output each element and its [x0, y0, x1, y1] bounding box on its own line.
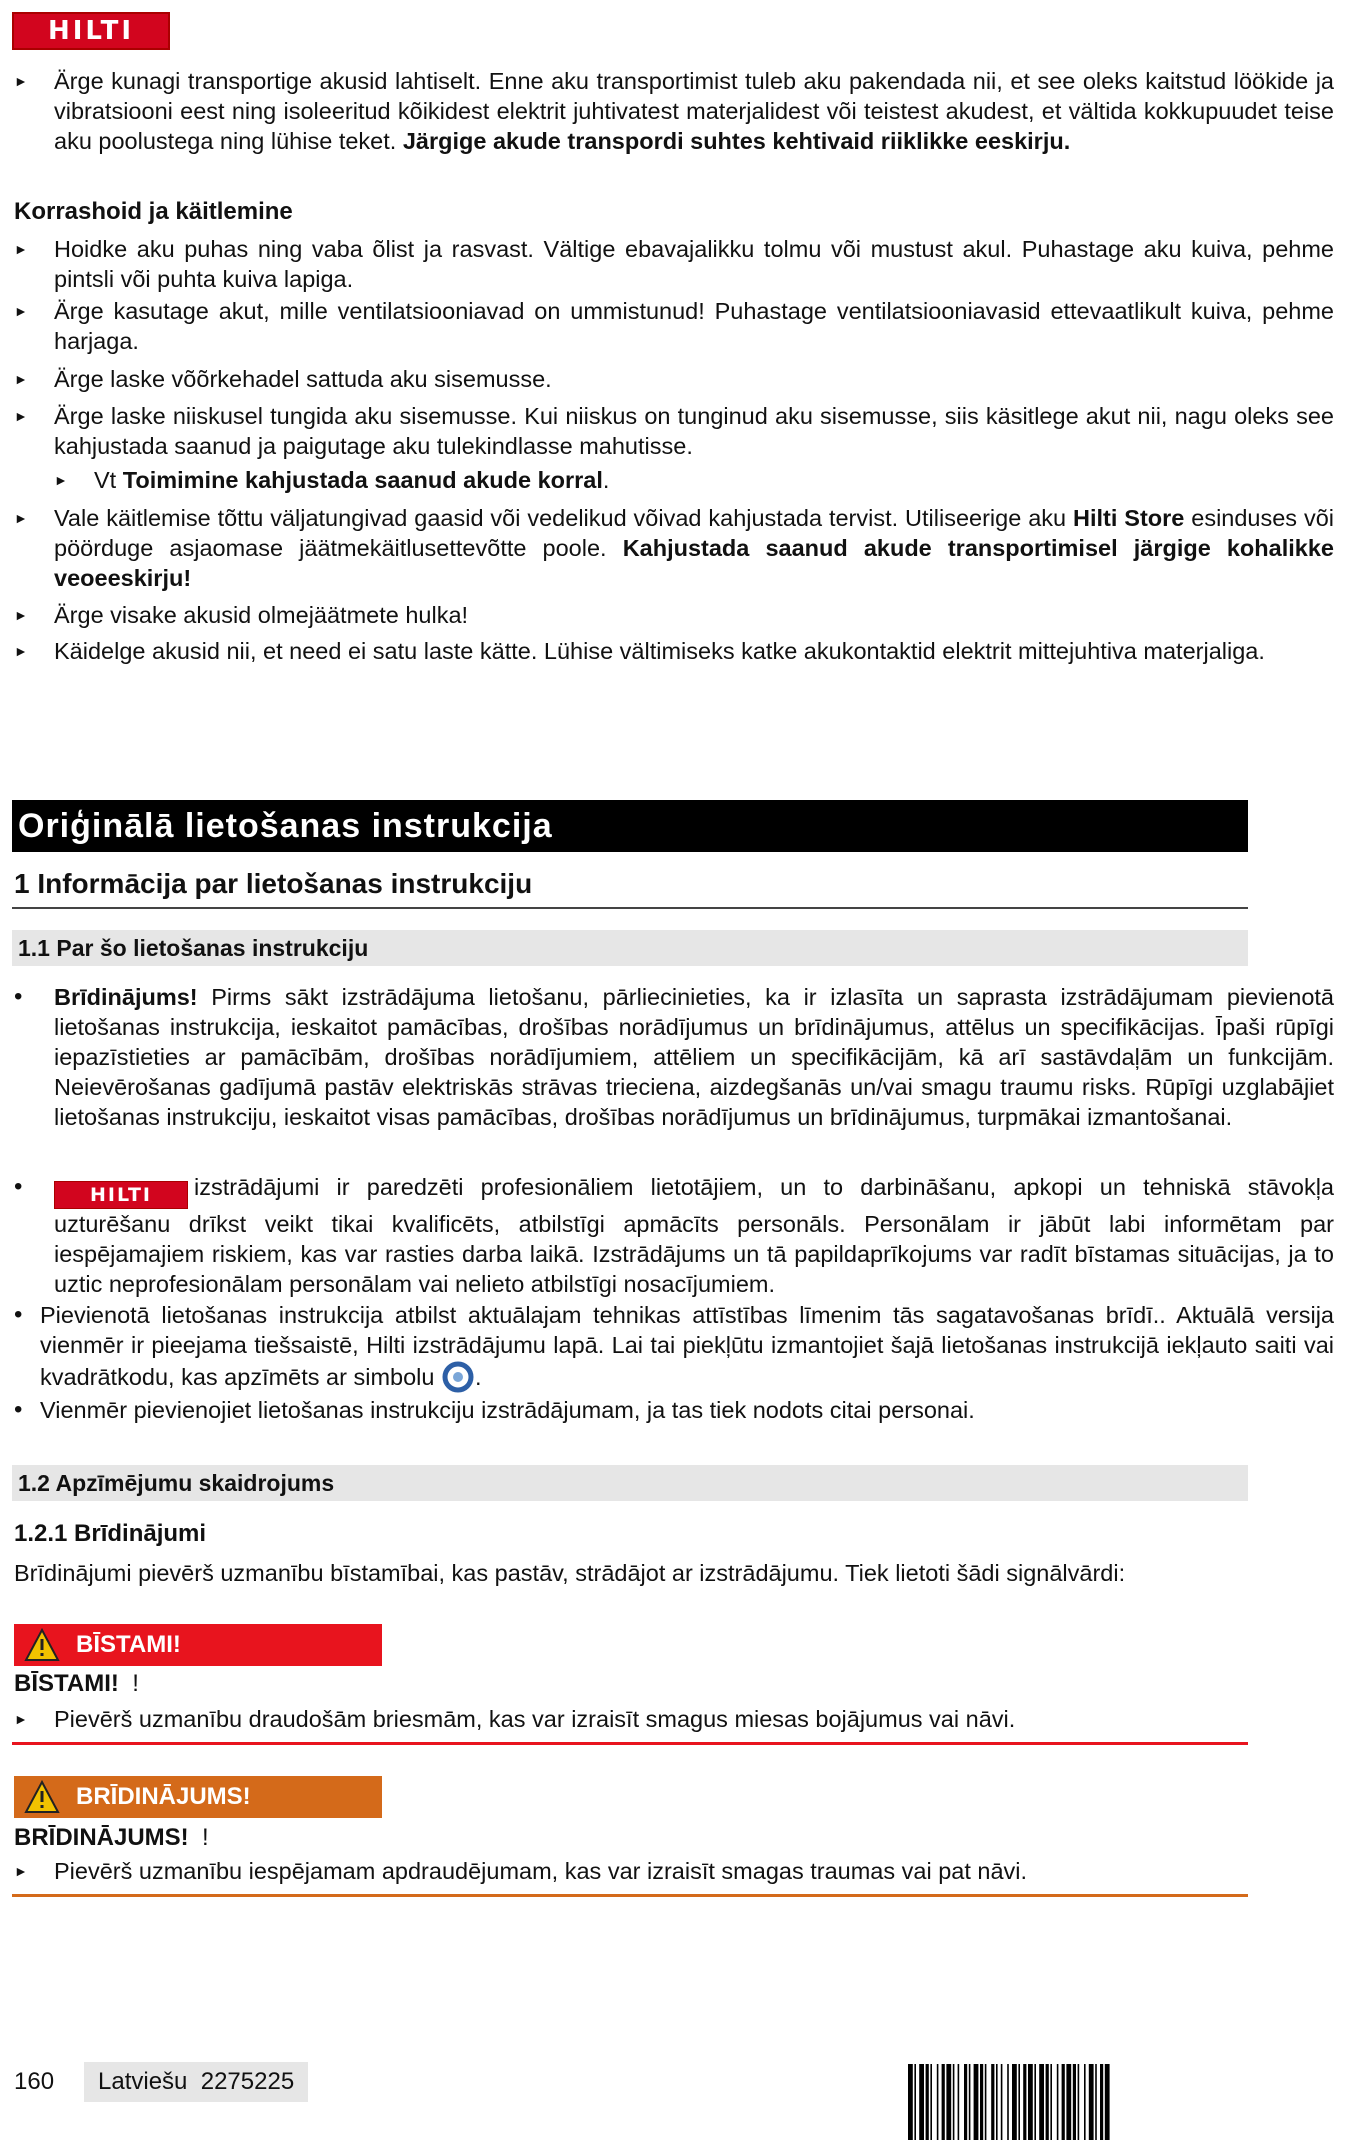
warning-text: Pievērš uzmanību iespējamam apdraudējumam, kas var izraisīt smagas traumas vai pat nāvi. — [54, 1858, 1028, 1884]
lv-heading-1-2-1: 1.2.1 Brīdinājumi — [14, 1520, 207, 1547]
lv-intro: Brīdinājumi pievērš uzmanību bīstamībai, kas pastāv, strādājot ar izstrādājumu. Tiek lietoti šādi signālvārdi: — [14, 1560, 1126, 1586]
bullet-arrow-icon: ► — [14, 408, 28, 424]
danger-signal-box — [14, 1624, 382, 1666]
et-section-title: Korrashoid ja käitlemine — [14, 198, 293, 225]
online-manual-icon — [441, 1360, 475, 1394]
footer-language: Latviešu — [98, 2068, 188, 2095]
lv-b4-text: Vienmēr pievienojiet lietošanas instrukciju izstrādājumam, ja tas tiek nodots citai personai. — [40, 1397, 975, 1423]
lv-b1-text: Pirms sākt izstrādājuma lietošanu, pārliecinieties, ka ir izlasīta un saprasta izstrādājumam pievienotā lietošanas instrukcija, ieskaitot pamācības, drošības norādījumus un brīdinājumus, attēlus un specifikācijas. Īpaši rūpīgi iepazīstieties ar pamācībām, drošības norādījumiem, attēliem un specifikācijām, kā arī sastāvdaļām un funkcijām. Neievērošanas gadījumā pastāv elektriskās strāvas trieciena, aizdegšanās un/vai smagu traumu risks. Rūpīgi uzglabājiet lietošanas instrukciju, ieskaitot visas pamācības, drošības norādījumus un brīdinājumus, turpmākai izmantošanai. — [54, 984, 1334, 1130]
warning-triangle-icon — [24, 1628, 60, 1662]
et-item-text: Ärge kasutage akut, mille ventilatsiooniavad on ummistunud! Puhastage ventilatsiooniavasid ettevaatlikult kuiva, pehme harjaga. — [54, 298, 1334, 354]
bullet-arrow-icon: ► — [14, 510, 28, 526]
bullet-arrow-icon: ► — [14, 1863, 28, 1879]
danger-heading — [14, 1670, 139, 1698]
hilti-logo — [12, 12, 170, 50]
lv-b2-text: izstrādājumi ir paredzēti profesionāliem lietotājiem, un to darbināšanu, apkopi un tehniskā stāvokļa uzturēšanu drīkst veikt tikai kvalificēts, atbilstīgi apmācīts personāls. Personālam ir jābūt labi informētam par iespējamajiem riskiem, kas var rasties darba laikā. Izstrādājums un tā papildaprīkojums var radīt bīstamas situācijas, ja to uztic neprofesionālam personālam vai nelieto atbilstīgi nosacījumiem. — [54, 1174, 1334, 1297]
et-transport-item — [14, 66, 1334, 156]
et-item — [14, 401, 1334, 461]
et-item — [14, 636, 1334, 666]
lv-heading-1: 1 Informācija par lietošanas instrukciju — [14, 868, 533, 899]
danger-text: Pievērš uzmanību draudošām briesmām, kas var izraisīt smagus miesas bojājumus vai nāvi. — [54, 1706, 1016, 1732]
bullet-arrow-icon: ► — [54, 472, 68, 488]
bullet-dot-icon: • — [14, 983, 23, 1010]
hilti-logo-inline — [54, 1181, 188, 1209]
warning-triangle-icon — [24, 1780, 60, 1814]
et-item-text: Hoidke aku puhas ning vaba õlist ja rasvast. Vältige ebavajalikku tolmu või mustust akul. Puhastage aku kuiva, pehme pintsli või puhta kuiva lapiga. — [54, 236, 1334, 292]
danger-heading-suffix: ! — [132, 1670, 139, 1697]
et-item-text: Ärge visake akusid olmejäätmete hulka! — [54, 602, 469, 628]
et-item — [14, 364, 1334, 394]
warning-heading-suffix: ! — [202, 1824, 209, 1851]
lv-b3-text: Pievienotā lietošanas instrukcija atbilst aktuālajam tehnikas attīstības līmenim tās sagatavošanas brīdī.. Aktuālā versija vienmēr ir pieejama tiešsaistē, Hilti izstrādājumu lapā. Lai tai piekļūtu izmantojiet šajā lietošanas instrukcijā iekļauto saiti vai kvadrātkodu, kas apzīmēts ar simbolu — [40, 1302, 1334, 1390]
bullet-dot-icon: • — [14, 1396, 23, 1423]
et-item5-bold1: Hilti Store — [1072, 505, 1185, 531]
lv-bullet — [14, 1172, 1334, 1299]
page-number: 160 — [14, 2068, 55, 2095]
logo-inline-text: HILTI — [90, 1184, 152, 1206]
et-item — [14, 503, 1334, 593]
bullet-arrow-icon: ► — [14, 1711, 28, 1727]
lv-bullet — [14, 1300, 1334, 1394]
warning-signal-box — [14, 1776, 382, 1818]
bullet-arrow-icon: ► — [14, 241, 28, 257]
et-item — [14, 234, 1334, 294]
danger-heading-text: BĪSTAMI! — [14, 1670, 119, 1697]
lv-b3-end: . — [474, 1364, 482, 1390]
lv-title-bar: Oriģinālā lietošanas instrukcija — [12, 800, 1248, 852]
danger-rule — [12, 1742, 1248, 1745]
et-item — [14, 600, 1334, 630]
et-sub-pre: Vt — [94, 467, 123, 493]
et-item5-pre: Vale käitlemise tõttu väljatungivad gaasid või vedelikud võivad kahjustada tervist. Utiliseerige aku — [54, 505, 1073, 531]
bullet-arrow-icon: ► — [14, 73, 28, 89]
et-item5-mid: esinduses või pöörduge asjaomase jäätmekäitlusettevõtte poole. — [54, 505, 1335, 561]
heading-divider — [12, 907, 1248, 909]
footer-doc-number: 2275225 — [200, 2068, 295, 2095]
lv-b1-bold: Brīdinājums! — [54, 984, 198, 1010]
danger-label: BĪSTAMI! — [76, 1631, 181, 1658]
danger-item — [14, 1704, 1334, 1734]
et-item — [14, 296, 1334, 356]
warning-heading-text: BRĪDINĀJUMS! — [14, 1824, 189, 1851]
bullet-dot-icon: • — [14, 1301, 23, 1328]
bullet-arrow-icon: ► — [14, 607, 28, 623]
lv-heading-1-1: 1.1 Par šo lietošanas instrukciju — [12, 930, 1248, 966]
footer-language-doc — [84, 2062, 308, 2102]
warning-label: BRĪDINĀJUMS! — [76, 1783, 251, 1810]
warning-heading — [14, 1824, 209, 1852]
et-item-text: Käidelge akusid nii, et need ei satu laste kätte. Lühise vältimiseks katke akukontaktid elektrit mittejuhtiva materjaliga. — [54, 638, 1265, 664]
lv-heading-1-2: 1.2 Apzīmējumu skaidrojums — [12, 1465, 1248, 1501]
et-transport-bold: Järgige akude transpordi suhtes kehtivaid riiklikke eeskirju. — [402, 128, 1071, 154]
bullet-arrow-icon: ► — [14, 643, 28, 659]
lv-bullet — [14, 1395, 1334, 1425]
et-transport-text: Ärge kunagi transportige akusid lahtiselt. Enne aku transportimist tuleb aku pakendada nii, et see oleks kaitstud löökide ja vibratsiooni eest ning isoleeritud kõikidest elektrit juhtivatest materjalidest või teistest akudest, et vältida kokkupuudet teise aku poolustega ning lühise teket. — [54, 68, 1334, 154]
et-sub-post: . — [602, 467, 610, 493]
bullet-arrow-icon: ► — [14, 303, 28, 319]
bullet-arrow-icon: ► — [14, 371, 28, 387]
et-item5-bold2: Kahjustada saanud akude transportimisel järgige kohalikke veoeeskirju! — [54, 535, 1334, 591]
et-sub-bold: Toimimine kahjustada saanud akude korral — [122, 467, 603, 493]
lv-bullet — [14, 982, 1334, 1132]
warning-rule — [12, 1894, 1248, 1897]
logo-text: HILTI — [47, 16, 135, 46]
et-item-text: Ärge laske võõrkehadel sattuda aku sisemusse. — [54, 366, 552, 392]
bullet-dot-icon: • — [14, 1173, 23, 1200]
barcode — [908, 2064, 1248, 2140]
et-item-text: Ärge laske niiskusel tungida aku sisemusse. Kui niiskus on tunginud aku sisemusse, siis käsitlege akut nii, nagu oleks see kahjustada saanud ja paigutage aku tulekindlasse mahutisse. — [54, 403, 1334, 459]
et-sub-item — [54, 465, 1254, 495]
warning-item — [14, 1856, 1334, 1886]
